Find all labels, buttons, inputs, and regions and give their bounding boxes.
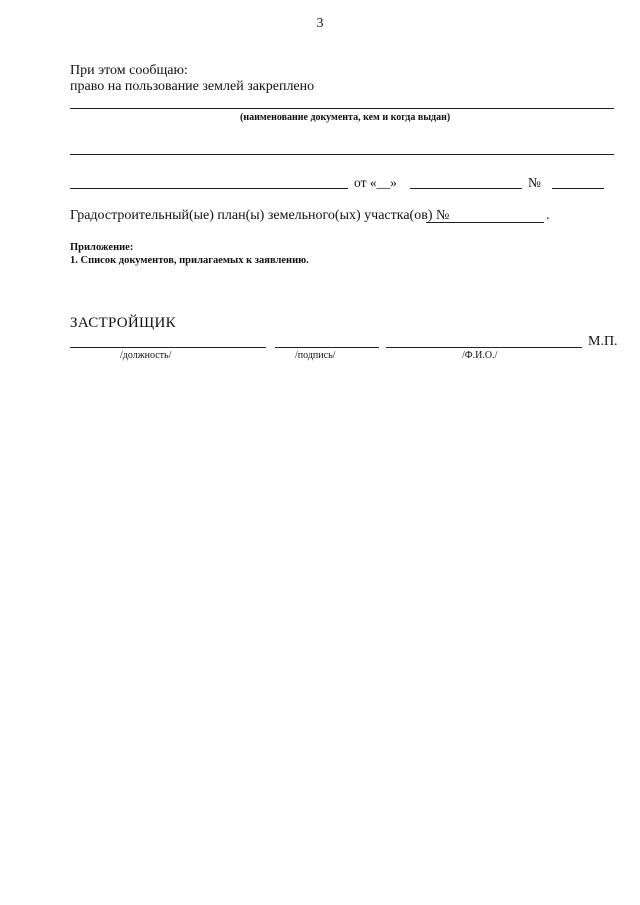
plan-label: Градостроительный(ые) план(ы) земельного(ых) участка(ов) № — [70, 208, 450, 223]
stamp-label: М.П. — [588, 334, 618, 349]
signature-caption: /подпись/ — [295, 350, 336, 361]
full-name-line — [386, 347, 582, 348]
attachment-item-1: 1. Список документов, прилагаемых к заявлению. — [70, 255, 309, 266]
document-field-line — [70, 108, 614, 109]
intro-line-2: право на пользование землей закреплено — [70, 79, 315, 94]
date-label: от «__» — [354, 175, 397, 190]
position-caption: /должность/ — [120, 350, 172, 361]
document-field-line-2 — [70, 154, 614, 155]
attachment-heading: Приложение: — [70, 242, 134, 253]
full-name-caption: /Ф.И.О./ — [462, 350, 498, 361]
number-sign: № — [528, 175, 541, 190]
date-line — [410, 188, 522, 189]
signature-line — [275, 347, 379, 348]
number-line — [552, 188, 604, 189]
intro-line-1: При этом сообщаю: — [70, 63, 188, 78]
document-field-caption: (наименование документа, кем и когда выдан) — [240, 112, 451, 123]
document-name-line — [70, 188, 348, 189]
plan-number-line — [426, 222, 544, 223]
page-number: 3 — [316, 16, 324, 31]
position-line — [70, 347, 266, 348]
developer-title: ЗАСТРОЙЩИК — [70, 315, 176, 331]
plan-period: . — [546, 208, 550, 223]
